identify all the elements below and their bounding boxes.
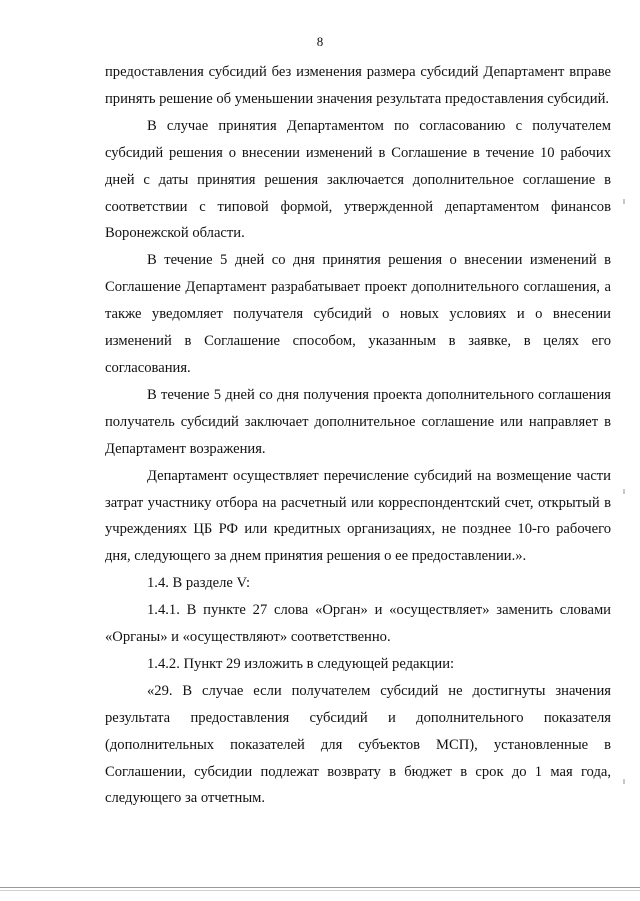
paragraph-subsidy-reduction: предоставления субсидий без изменения размера субсидий Департамент вправе принять решение об уменьшении значения результата предоставления субсидий. <box>105 64 611 107</box>
paragraph-recipient-response: В течение 5 дней со дня получения проекта дополнительного соглашения получатель субсидий заключает дополнительное соглашение или направляет в Департамент возражения. <box>105 386 611 457</box>
document-body <box>105 59 611 812</box>
paragraph-item-1-4-1: 1.4.1. В пункте 27 слова «Орган» и «осуществляет» заменить словами «Органы» и «осуществляют» соответственно. <box>105 602 611 646</box>
page-number: 8 <box>316 34 324 49</box>
paragraph-clause-29: «29. В случае если получателем субсидий не достигнуты значения результата предоставления субсидий и дополнительного показателя (дополнительных показателей для субъектов МСП), установленные в Соглашении, субсидии подлежат возврату в бюджет в срок до 1 мая года, следующего за отчетным. <box>105 682 611 807</box>
scan-edge-line <box>0 887 640 888</box>
paragraph-draft-agreement: В течение 5 дней со дня принятия решения о внесении изменений в Соглашение Департамент разрабатывает проект дополнительного соглашения, а также уведомляет получателя субсидий о новых условиях и о внесении изменений в Соглашение способом, указанным в заявке, в целях его согласования. <box>105 252 611 376</box>
paragraph-transfer-of-subsidies: Департамент осуществляет перечисление субсидий на возмещение части затрат участнику отбора на расчетный или корреспондентский счет, открытый в учреждениях ЦБ РФ или кредитных организациях, не позднее 10-го рабочего дня, следующего за днем принятия решения о ее предоставлении.». <box>105 467 611 565</box>
paragraph-item-1-4-2: 1.4.2. Пункт 29 изложить в следующей редакции: <box>147 655 455 672</box>
scan-mark <box>623 199 625 204</box>
paragraph-section-v: 1.4. В разделе V: <box>147 575 251 592</box>
paragraph-additional-agreement: В случае принятия Департаментом по согласованию с получателем субсидий решения о внесении изменений в Соглашение в течение 10 рабочих дней с даты принятия решения заключается дополнительное соглашение в соответствии с типовой формой, утвержденной департаментом финансов Воронежской области. <box>105 117 611 242</box>
scan-mark <box>623 489 625 494</box>
scan-mark <box>623 779 625 784</box>
scan-edge-line <box>0 890 640 891</box>
